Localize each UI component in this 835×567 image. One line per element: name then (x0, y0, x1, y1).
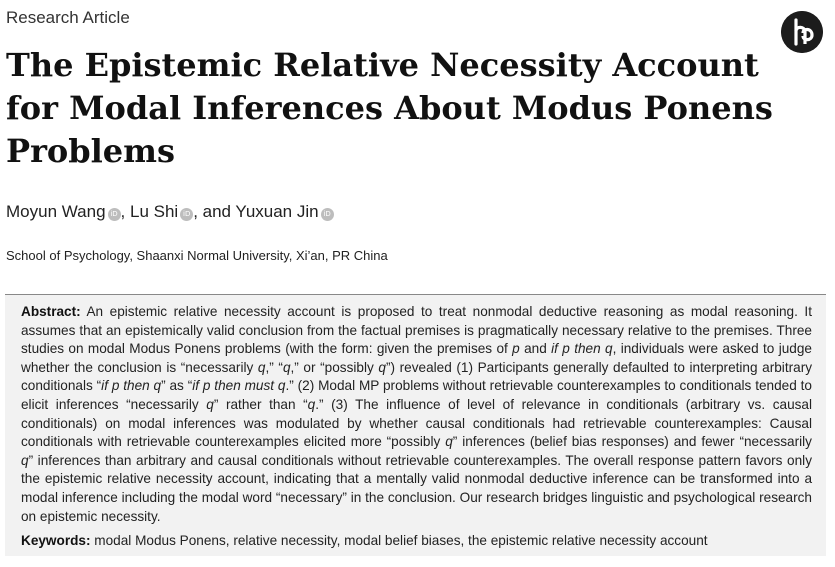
abstract-italic: q (378, 359, 386, 375)
abstract-run: and (519, 341, 552, 357)
abstract-run: An epistemic relative necessity account is proposed to treat nonmodal deductive reasoning as modal reasoning. It assumes that an epistemically valid conclusion from the factual premises is pragmatically necessary relative to the premises. Three studies on modal Modus Ponens problems (with the form: given the premises of (21, 304, 812, 357)
abstract-italic: q (282, 359, 291, 375)
abstract-run: .” (2) Modal MP problems without retrievable counterexamples to conditionals tended to elicit inferences “necessarily (21, 378, 812, 412)
orcid-icon[interactable]: iD (321, 208, 334, 221)
abstract-run: ,” or “possibly (290, 359, 379, 375)
author-name[interactable]: Yuxuan Jin (235, 202, 319, 221)
author-list (6, 202, 334, 222)
abstract-run: ,” “ (265, 359, 283, 375)
keywords-label: Keywords: (21, 533, 91, 549)
abstract-italic: q (206, 396, 214, 412)
keywords (21, 532, 812, 551)
abstract-italic: q (257, 359, 266, 375)
abstract-label: Abstract: (21, 304, 81, 319)
abstract-italic: q (307, 396, 316, 412)
orcid-icon[interactable]: iD (108, 208, 121, 221)
author-separator: , (120, 202, 130, 221)
abstract-run: ” inferences than arbitrary and causal conditionals without retrievable counterexamples. The overall response pattern favors only the epistemic relative necessity account, indicating that a mentally valid nonmodal deductive inference can be transformed into a modal inference including the modal word “necessary” in the conclusion. Our research bridges linguistic and psychological research on epistemic necessity. (21, 452, 812, 524)
abstract-run: ” as “ (161, 378, 193, 394)
article-title: The Epistemic Relative Necessity Account for Modal Inferences About Modus Ponens Problems (6, 46, 773, 170)
abstract-run: ”) revealed (1) Participants generally defaulted to interpreting arbitrary conditionals “ (21, 359, 813, 394)
affiliation: School of Psychology, Shaanxi Normal University, Xi’an, PR China (6, 248, 388, 263)
abstract-italic: p (512, 341, 520, 357)
abstract-italic: if p then q (101, 378, 162, 394)
abstract-text (21, 303, 812, 526)
abstract-italic: q (21, 452, 29, 468)
abstract-run: , individuals were asked to judge whether the conclusion is “necessarily (21, 341, 812, 375)
author-name[interactable]: Lu Shi (129, 202, 179, 221)
abstract-run: ” rather than “ (213, 396, 308, 412)
abstract-italic: if p then must q (192, 378, 286, 394)
author-separator: , and (193, 202, 236, 221)
abstract-italic: q (445, 434, 453, 450)
abstract-run: ” inferences (belief bias responses) and fewer “necessarily (452, 434, 812, 450)
author-name[interactable]: Moyun Wang (6, 202, 106, 221)
abstract-run: .” (3) The influence of level of relevance in conditionals (arbitrary vs. causal conditionals) on modal inferences was modulated by whether causal conditionals had retrievable counterexamples: Causal conditionals with retrievable counterexamples elicited more “possibly (21, 396, 813, 450)
abstract-italic: if p then q (551, 341, 613, 357)
article-type-label: Research Article (6, 8, 130, 27)
keywords-text: modal Modus Ponens, relative necessity, modal belief biases, the epistemic relative necessity account (90, 533, 708, 549)
abstract-box (5, 294, 826, 556)
hogrefe-logo-icon[interactable] (781, 11, 823, 53)
orcid-icon[interactable]: iD (180, 208, 193, 221)
